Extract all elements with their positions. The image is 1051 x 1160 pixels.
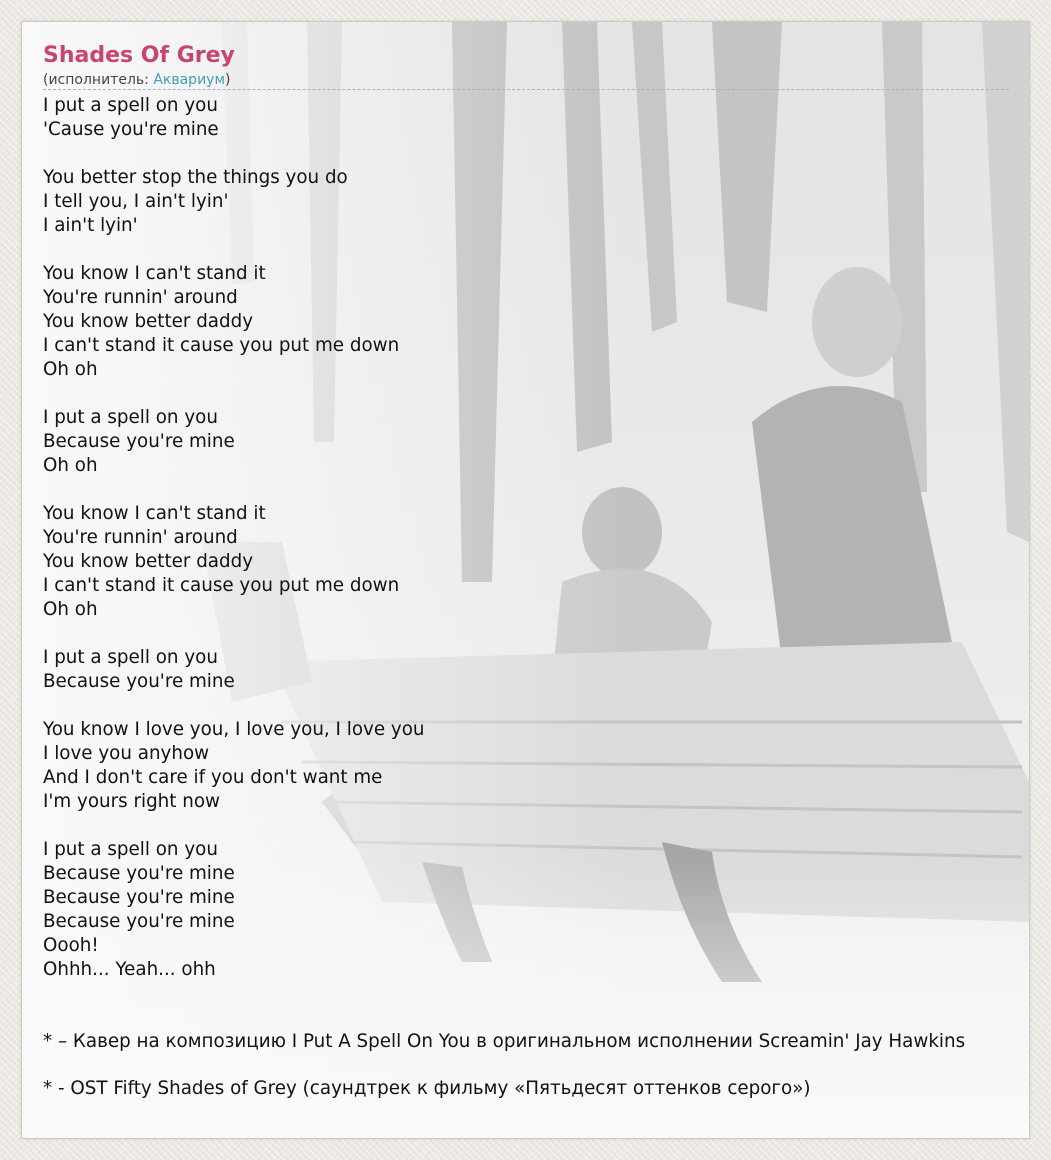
lyric-line: I put a spell on you xyxy=(43,95,218,116)
stanza-gap xyxy=(43,694,1030,718)
lyric-line: You know I can't stand it xyxy=(43,503,266,524)
artist-suffix: ) xyxy=(225,72,231,88)
lyric-line: You're runnin' around xyxy=(43,527,238,548)
lyric-line: I tell you, I ain't lyin' xyxy=(43,191,229,212)
ost-note: * - OST Fifty Shades of Grey (саундтрек к фильму «Пятьдесят оттенков серого») xyxy=(43,1078,811,1099)
lyric-line: I love you anyhow xyxy=(43,743,210,764)
song-content xyxy=(43,40,1030,1124)
artist-line xyxy=(43,72,1030,88)
lyric-line: You better stop the things you do xyxy=(43,167,348,188)
cover-note: * – Кавер на композицию I Put A Spell On You в оригинальном исполнении Screamin' Jay Hawkins xyxy=(43,1031,966,1052)
lyric-line: You know better daddy xyxy=(43,311,254,332)
lyric-line: I put a spell on you xyxy=(43,839,218,860)
lyric-line: I can't stand it cause you put me down xyxy=(43,335,400,356)
song-notes xyxy=(43,1030,1030,1101)
lyric-line: Oh oh xyxy=(43,599,98,620)
lyric-line: I ain't lyin' xyxy=(43,215,138,236)
lyrics-page xyxy=(21,21,1030,1139)
lyric-line: I can't stand it cause you put me down xyxy=(43,575,400,596)
title-divider xyxy=(43,89,1009,90)
stanza-gap xyxy=(43,142,1030,166)
lyric-line: I'm yours right now xyxy=(43,791,220,812)
lyric-line: 'Cause you're mine xyxy=(43,119,219,140)
stanza-gap xyxy=(43,382,1030,406)
lyric-line: Because you're mine xyxy=(43,431,235,452)
lyric-line: I put a spell on you xyxy=(43,407,218,428)
lyric-line: Oooh! xyxy=(43,935,99,956)
lyric-line: Because you're mine xyxy=(43,911,235,932)
stanza-gap xyxy=(43,478,1030,502)
stanza-gap xyxy=(43,622,1030,646)
lyric-line: You're runnin' around xyxy=(43,287,238,308)
lyric-line: Because you're mine xyxy=(43,863,235,884)
lyric-line: Because you're mine xyxy=(43,887,235,908)
lyric-line: And I don't care if you don't want me xyxy=(43,767,383,788)
lyric-line: Oh oh xyxy=(43,359,98,380)
lyric-line: Because you're mine xyxy=(43,671,235,692)
artist-prefix: (исполнитель: xyxy=(43,72,154,88)
stanza-gap xyxy=(43,238,1030,262)
artist-link[interactable]: Аквариум xyxy=(153,72,226,88)
lyric-line: Ohhh... Yeah... ohh xyxy=(43,959,216,980)
stanza-gap xyxy=(43,814,1030,838)
lyric-line: Oh oh xyxy=(43,455,98,476)
song-title: Shades Of Grey xyxy=(43,43,235,68)
lyric-line: I put a spell on you xyxy=(43,647,218,668)
lyrics-text xyxy=(43,94,1030,982)
lyric-line: You know better daddy xyxy=(43,551,254,572)
lyric-line: You know I can't stand it xyxy=(43,263,266,284)
lyric-line: You know I love you, I love you, I love you xyxy=(43,719,425,740)
